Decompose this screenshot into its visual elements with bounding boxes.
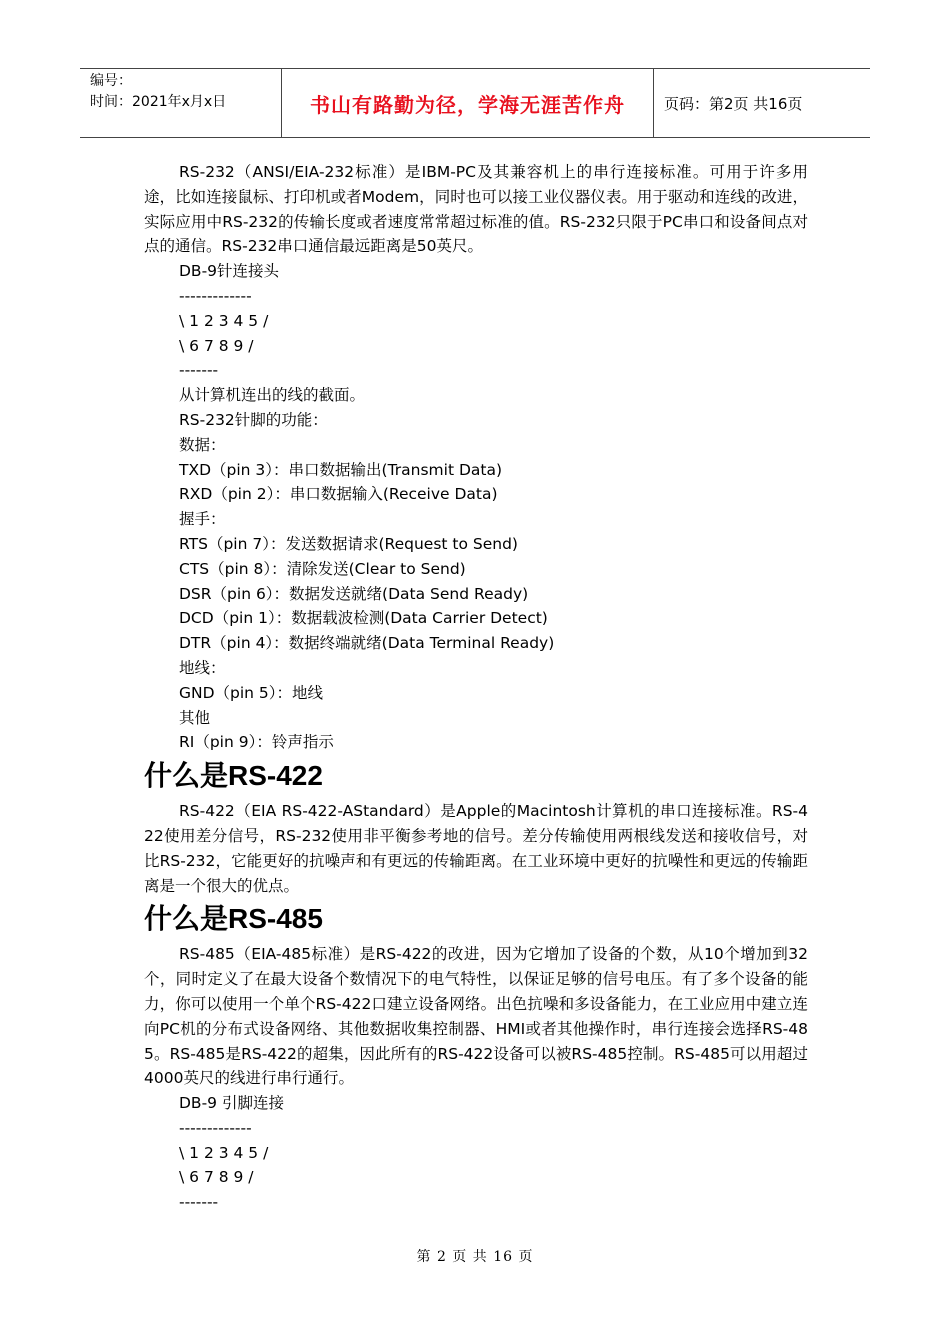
rs232-intro-paragraph: RS-232（ANSI/EIA-232标准）是IBM-PC及其兼容机上的串行连接标准。可用于许多用途，比如连接鼠标、打印机或者Modem，同时也可以接工业仪器仪表。用于驱动和连线的改进，实际应用中RS-232的传输长度或者速度常常超过标准的值。RS-232只限于PC串口和设备间点对点的通信。RS-232串口通信最远距离是50英尺。: [144, 163, 808, 256]
rs485-line: \ 6 7 8 9 /: [179, 1168, 254, 1187]
rs232-line: RS-232针脚的功能：: [179, 410, 328, 429]
rs232-line: TXD（pin 3）：串口数据输出(Transmit Data): [179, 460, 503, 479]
rs232-line: CTS（pin 8）：清除发送(Clear to Send): [179, 559, 466, 578]
rs232-line: GND（pin 5）：地线: [179, 683, 324, 702]
rs232-line: 其他: [179, 708, 211, 727]
rs485-heading-prefix: 什么是: [144, 902, 229, 936]
rs232-line: \ 6 7 8 9 /: [179, 336, 254, 355]
rs232-line: DTR（pin 4）：数据终端就绪(Data Terminal Ready): [179, 634, 555, 653]
rs232-pin-list: [144, 259, 808, 755]
header-motto: 书山有路勤为径，学海无涯苦作舟: [310, 92, 625, 117]
rs232-line: 从计算机连出的线的截面。: [179, 386, 366, 405]
rs232-line: DSR（pin 6）：数据发送就绪(Data Send Ready): [179, 584, 529, 603]
rs232-line: -------: [179, 361, 219, 380]
rs485-pin-diagram: [144, 1091, 808, 1215]
rs485-line: DB-9 引脚连接: [179, 1094, 284, 1113]
header-meta: [80, 69, 282, 137]
rs232-line: DCD（pin 1）：数据载波检测(Data Carrier Detect): [179, 609, 548, 628]
document-number-label: 编号：: [90, 73, 132, 89]
rs232-line: RI（pin 9）：铃声指示: [179, 733, 334, 752]
rs485-line: -------: [179, 1193, 219, 1212]
document-body: [144, 160, 808, 1215]
rs422-heading: [144, 759, 808, 793]
rs485-line: -------------: [179, 1118, 252, 1137]
rs232-line: 数据：: [179, 435, 226, 454]
header-motto-cell: [282, 69, 654, 137]
rs232-line: RXD（pin 2）：串口数据输入(Receive Data): [179, 485, 498, 504]
rs485-line: \ 1 2 3 4 5 /: [179, 1143, 269, 1162]
header-page-info-cell: [654, 69, 870, 137]
page-header: [80, 68, 870, 138]
rs422-paragraph: RS-422（EIA RS-422-AStandard）是Apple的Macintosh计算机的串口连接标准。RS-422使用差分信号，RS-232使用非平衡参考地的信号。差分传输使用两根线发送和接收信号，对比RS-232，它能更好的抗噪声和有更远的传输距离。在工业环境中更好的抗噪性和更远的传输距离是一个很大的优点。: [144, 802, 808, 895]
rs422-heading-prefix: 什么是: [144, 759, 229, 793]
rs232-line: \ 1 2 3 4 5 /: [179, 311, 269, 330]
rs485-heading: [144, 902, 808, 936]
rs232-line: 地线：: [179, 658, 226, 677]
rs232-line: DB-9针连接头: [179, 262, 280, 281]
rs232-line: RTS（pin 7）：发送数据请求(Request to Send): [179, 534, 518, 553]
rs485-paragraph: RS-485（EIA-485标准）是RS-422的改进，因为它增加了设备的个数，从10个增加到32个，同时定义了在最大设备个数情况下的电气特性，以保证足够的信号电压。有了多个设备的能力，你可以使用一个单个RS-422口建立设备网络。出色抗噪和多设备能力，在工业应用中建立连向PC机的分布式设备网络、其他数据收集控制器、HMI或者其他操作时，串行连接会选择RS-485。RS-485是RS-422的超集，因此所有的RS-422设备可以被RS-485控制。RS-485可以用超过4000英尺的线进行串行通行。: [144, 945, 808, 1088]
rs232-line: -------------: [179, 286, 252, 305]
document-date: 时间：2021年x月x日: [90, 94, 227, 110]
rs485-heading-name: RS-485: [228, 903, 323, 935]
header-page-info: 页码：第2页 共16页: [664, 94, 803, 113]
rs232-line: 握手：: [179, 510, 226, 529]
rs422-heading-name: RS-422: [228, 760, 323, 792]
page-footer: 第 2 页 共 16 页: [416, 1249, 534, 1265]
